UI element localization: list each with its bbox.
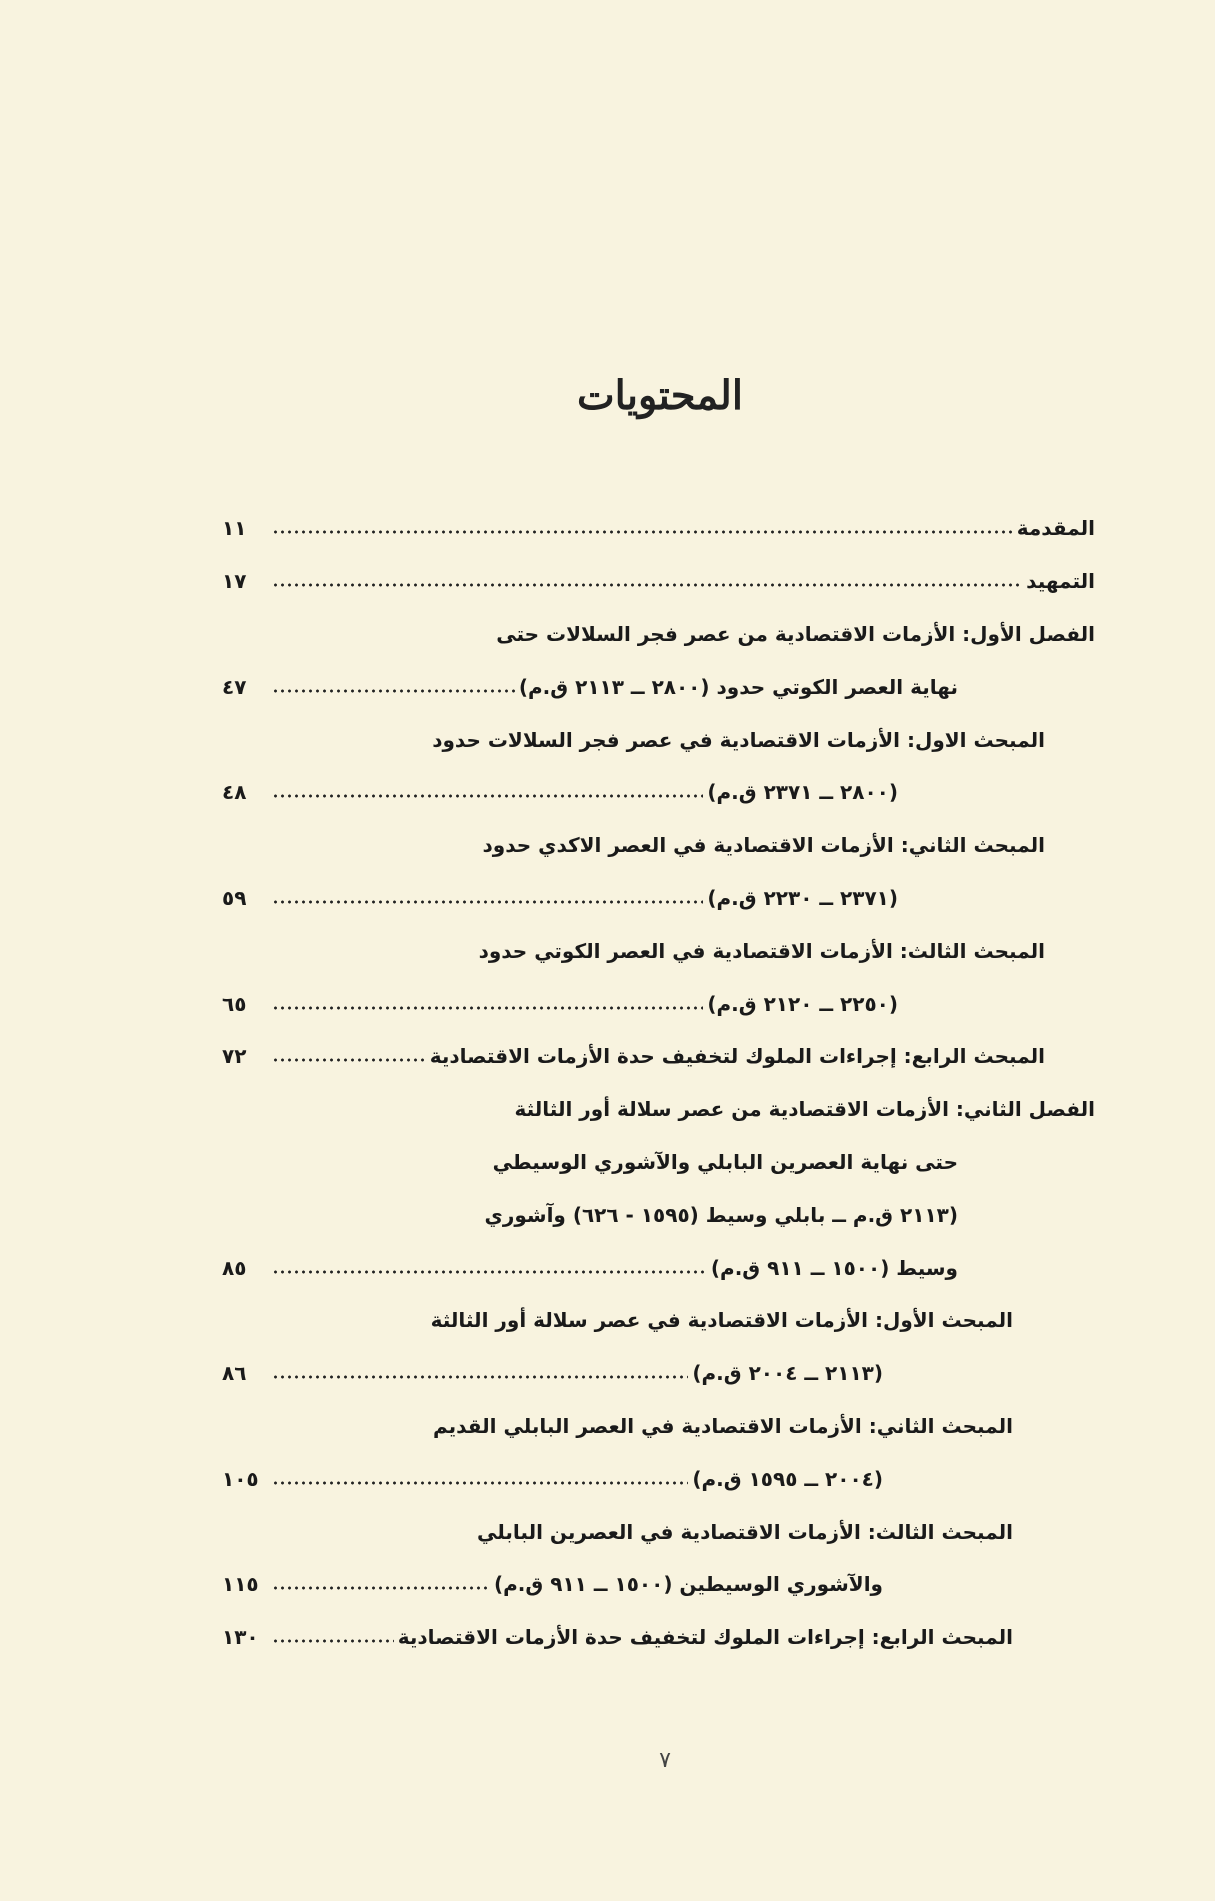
toc-entry-page: ١٣٠ xyxy=(222,1625,259,1650)
toc-entry xyxy=(222,1558,1095,1611)
toc-entry-title: المبحث الرابع: إجراءات الملوك لتخفيف حدة الأزمات الاقتصادية xyxy=(397,1625,1013,1650)
toc-entry-title: (٢٨٠٠ ــ ٢٣٧١ ق.م) xyxy=(707,780,898,805)
toc-entry xyxy=(222,819,1095,872)
dot-leader xyxy=(272,1058,426,1062)
toc-entry xyxy=(222,555,1095,608)
dot-leader xyxy=(272,689,515,693)
toc-entry xyxy=(222,1611,1095,1664)
toc-entry-title: التمهيد xyxy=(1026,569,1095,594)
toc-entry-title: المبحث الثاني: الأزمات الاقتصادية في العصر الاكدي حدود xyxy=(482,833,1045,858)
toc-entry xyxy=(222,977,1095,1030)
toc-entry-page: ٤٧ xyxy=(222,674,247,699)
toc-entry-title: المبحث الثاني: الأزمات الاقتصادية في العصر البابلي القديم xyxy=(432,1413,1013,1438)
toc-entry-title: (٢١١٣ ق.م ــ بابلي وسيط (١٥٩٥ - ٦٢٦) وآشوري xyxy=(484,1202,958,1227)
dot-leader xyxy=(272,530,1013,534)
toc-entry xyxy=(222,608,1095,661)
page-title: المحتويات xyxy=(577,372,743,419)
toc-entry-title: الفصل الأول: الأزمات الاقتصادية من عصر فجر السلالات حتى xyxy=(496,621,1095,646)
toc-entry-page: ١٠٥ xyxy=(222,1466,259,1491)
toc-entry-title: وسيط (١٥٠٠ ــ ٩١١ ق.م) xyxy=(710,1255,958,1280)
toc-entry-title: (٢٢٥٠ ــ ٢١٢٠ ق.م) xyxy=(707,991,898,1016)
dot-leader xyxy=(272,1006,703,1010)
toc-entry-title: المبحث الاول: الأزمات الاقتصادية في عصر فجر السلالات حدود xyxy=(432,727,1045,752)
dot-leader xyxy=(272,583,1022,587)
page-number: ٧ xyxy=(659,1748,671,1773)
toc-entry-title: (٢٠٠٤ ــ ١٥٩٥ ق.م) xyxy=(692,1466,883,1491)
toc-entry xyxy=(222,713,1095,766)
table-of-contents xyxy=(222,502,1095,1664)
toc-entry xyxy=(222,502,1095,555)
toc-entry-title: الفصل الثاني: الأزمات الاقتصادية من عصر سلالة أور الثالثة xyxy=(514,1097,1095,1122)
toc-entry-title: المبحث الثالث: الأزمات الاقتصادية في العصرين البابلي xyxy=(477,1519,1013,1544)
toc-entry xyxy=(222,1188,1095,1241)
toc-entry-title: (٢٣٧١ ــ ٢٢٣٠ ق.م) xyxy=(707,885,898,910)
toc-entry xyxy=(222,1505,1095,1558)
toc-entry xyxy=(222,1347,1095,1400)
dot-leader xyxy=(272,1270,707,1274)
toc-entry-page: ١١٥ xyxy=(222,1572,259,1597)
toc-entry-page: ٥٩ xyxy=(222,885,247,910)
toc-entry-title: المبحث الرابع: إجراءات الملوك لتخفيف حدة الأزمات الاقتصادية xyxy=(429,1044,1045,1069)
toc-entry-page: ٦٥ xyxy=(222,991,247,1016)
toc-entry-title: والآشوري الوسيطين (١٥٠٠ ــ ٩١١ ق.م) xyxy=(494,1572,883,1597)
dot-leader xyxy=(272,1586,490,1590)
toc-entry xyxy=(222,1400,1095,1453)
toc-entry-title: (٢١١٣ ــ ٢٠٠٤ ق.م) xyxy=(692,1361,883,1386)
toc-entry-title: حتى نهاية العصرين البابلي والآشوري الوسيطي xyxy=(492,1149,958,1174)
dot-leader xyxy=(272,900,703,904)
dot-leader xyxy=(272,1375,688,1379)
toc-entry-page: ٤٨ xyxy=(222,780,247,805)
toc-entry xyxy=(222,872,1095,925)
dot-leader xyxy=(272,1481,688,1485)
toc-entry-page: ١١ xyxy=(222,516,247,541)
toc-entry xyxy=(222,1136,1095,1189)
toc-entry xyxy=(222,1452,1095,1505)
toc-entry-page: ٨٦ xyxy=(222,1361,247,1386)
toc-entry xyxy=(222,1294,1095,1347)
dot-leader xyxy=(272,1639,394,1643)
toc-entry-title: المقدمة xyxy=(1016,516,1095,541)
toc-entry-title: المبحث الثالث: الأزمات الاقتصادية في العصر الكوتي حدود xyxy=(478,938,1045,963)
toc-entry xyxy=(222,1241,1095,1294)
dot-leader xyxy=(272,794,703,798)
toc-entry xyxy=(222,1030,1095,1083)
toc-entry-title: نهاية العصر الكوتي حدود (٢٨٠٠ ــ ٢١١٣ ق.م) xyxy=(518,674,958,699)
toc-entry xyxy=(222,1083,1095,1136)
toc-entry xyxy=(222,924,1095,977)
toc-entry-page: ١٧ xyxy=(222,569,247,594)
toc-entry-page: ٧٢ xyxy=(222,1044,247,1069)
toc-entry-page: ٨٥ xyxy=(222,1255,247,1280)
toc-entry xyxy=(222,766,1095,819)
toc-entry-title: المبحث الأول: الأزمات الاقتصادية في عصر سلالة أور الثالثة xyxy=(430,1308,1013,1333)
toc-entry xyxy=(222,660,1095,713)
